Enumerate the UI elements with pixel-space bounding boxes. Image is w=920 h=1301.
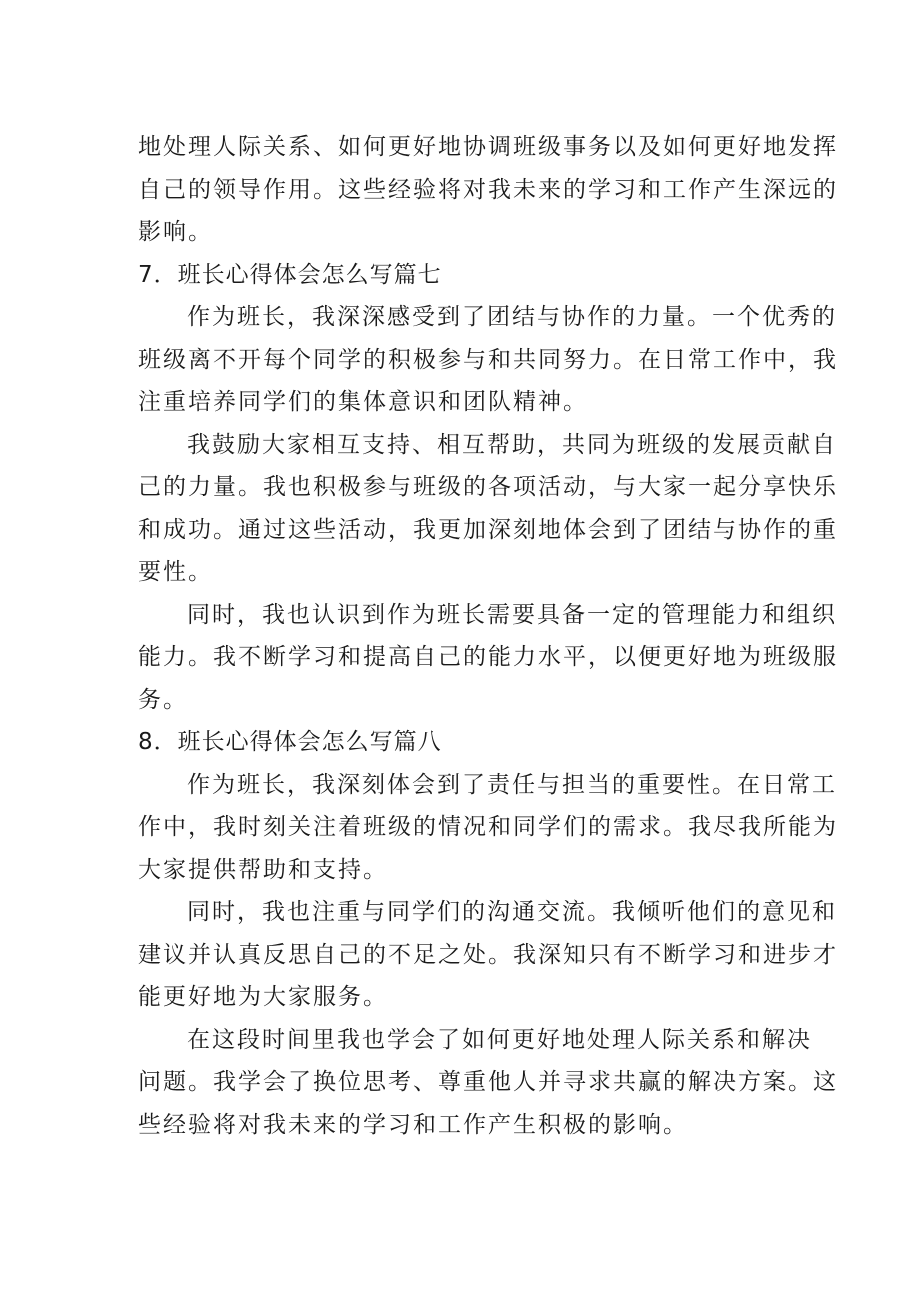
text-line: 我鼓励大家相互支持、相互帮助，共同为班级的发展贡献自	[187, 431, 837, 458]
text-line: 在这段时间里我也学会了如何更好地处理人际关系和解决	[187, 1026, 812, 1053]
text-line: 建议并认真反思自己的不足之处。我深知只有不断学习和进步才	[138, 941, 838, 968]
text-line: 务。	[138, 686, 188, 713]
text-line: 己的力量。我也积极参与班级的各项活动，与大家一起分享快乐	[138, 474, 838, 500]
text-line: 影响。	[138, 219, 213, 245]
text-line: 和成功。通过这些活动，我更加深刻地体会到了团结与协作的重	[138, 516, 838, 543]
text-line: 些经验将对我未来的学习和工作产生积极的影响。	[138, 1111, 688, 1138]
section-heading: 8．班长心得体会怎么写篇八	[138, 729, 442, 755]
text-line: 问题。我学会了换位思考、尊重他人并寻求共赢的解决方案。这	[138, 1069, 838, 1095]
text-line: 自己的领导作用。这些经验将对我未来的学习和工作产生深远的	[138, 176, 838, 203]
text-line: 注重培养同学们的集体意识和团队精神。	[138, 389, 588, 415]
text-line: 要性。	[138, 559, 213, 585]
text-line: 作为班长，我深深感受到了团结与协作的力量。一个优秀的	[187, 304, 837, 330]
text-line: 同时，我也认识到作为班长需要具备一定的管理能力和组织	[187, 601, 837, 628]
text-line: 地处理人际关系、如何更好地协调班级事务以及如何更好地发挥	[138, 134, 838, 160]
text-line: 作为班长，我深刻体会到了责任与担当的重要性。在日常工	[187, 771, 837, 798]
text-line: 能更好地为大家服务。	[138, 984, 388, 1010]
text-line: 同时，我也注重与同学们的沟通交流。我倾听他们的意见和	[187, 899, 837, 925]
document-body	[138, 126, 838, 1146]
text-line: 大家提供帮助和支持。	[138, 856, 388, 883]
section-heading: 7．班长心得体会怎么写篇七	[138, 261, 442, 288]
text-line: 班级离不开每个同学的积极参与和共同努力。在日常工作中，我	[138, 346, 838, 373]
text-line: 作中，我时刻关注着班级的情况和同学们的需求。我尽我所能为	[138, 814, 838, 840]
text-line: 能力。我不断学习和提高自己的能力水平，以便更好地为班级服	[138, 644, 838, 670]
